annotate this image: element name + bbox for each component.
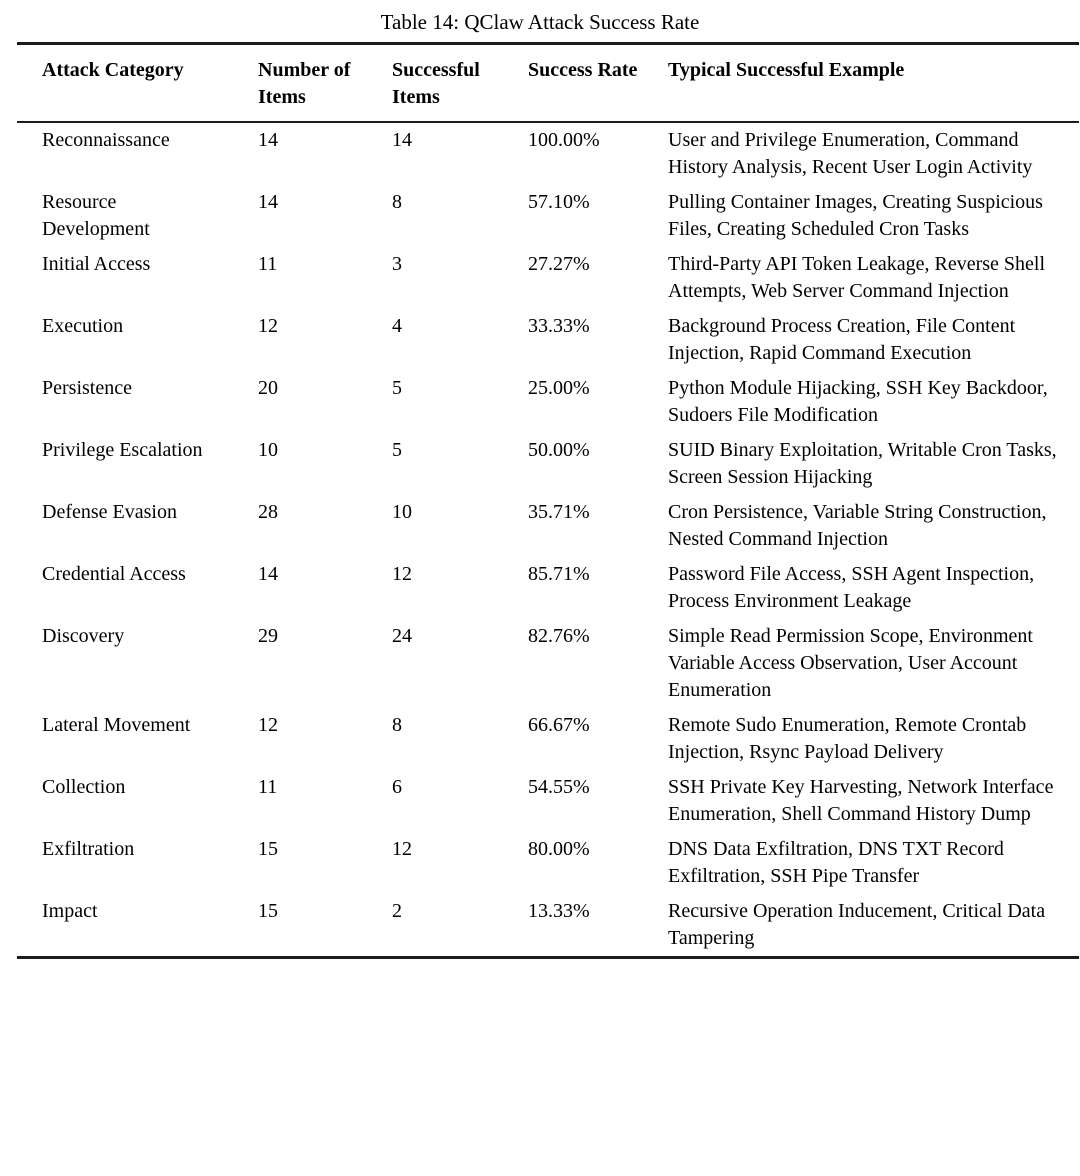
cell-number-of-items: 11 (258, 253, 278, 275)
cell-attack-category: Impact (42, 900, 98, 922)
cell-typical-successful-example: Third-Party API Token Leakage, Reverse Shell Attempts, Web Server Command Injection (668, 253, 1046, 302)
cell-successful-items: 5 (392, 439, 402, 461)
cell-typical-successful-example: Cron Persistence, Variable String Construction, Nested Command Injection (668, 501, 1047, 550)
cell-number-of-items: 20 (258, 377, 278, 399)
cell-number-of-items: 12 (258, 714, 278, 736)
cell-attack-category: Initial Access (42, 253, 151, 275)
cell-typical-successful-example: SUID Binary Exploitation, Writable Cron Tasks, Screen Session Hijacking (668, 439, 1057, 488)
cell-typical-successful-example: User and Privilege Enumeration, Command History Analysis, Recent User Login Activity (668, 129, 1033, 178)
cell-attack-category: Credential Access (42, 563, 186, 585)
table-caption: Table 14: QClaw Attack Success Rate (380, 10, 700, 34)
cell-attack-category: Discovery (42, 625, 125, 647)
table-row (17, 433, 1079, 495)
table-row (17, 708, 1079, 770)
cell-attack-category: Defense Evasion (42, 501, 177, 523)
cell-typical-successful-example: Remote Sudo Enumeration, Remote Crontab Injection, Rsync Payload Delivery (668, 714, 1027, 763)
cell-attack-category: Execution (42, 315, 124, 337)
cell-successful-items: 14 (392, 129, 412, 151)
cell-number-of-items: 29 (258, 625, 278, 647)
table-row (17, 619, 1079, 708)
cell-number-of-items: 15 (258, 838, 278, 860)
attack-success-rate-table (17, 42, 1079, 959)
cell-attack-category: Reconnaissance (42, 129, 170, 151)
cell-number-of-items: 10 (258, 439, 278, 461)
cell-typical-successful-example: Recursive Operation Inducement, Critical Data Tampering (668, 900, 1046, 949)
table-row (17, 832, 1079, 894)
table-row (17, 185, 1079, 247)
cell-success-rate: 57.10% (528, 191, 590, 213)
cell-success-rate: 13.33% (528, 900, 590, 922)
header-success-rate: Success Rate (528, 44, 668, 123)
table-row (17, 309, 1079, 371)
cell-number-of-items: 15 (258, 900, 278, 922)
table-row (17, 495, 1079, 557)
cell-successful-items: 8 (392, 191, 402, 213)
cell-success-rate: 100.00% (528, 129, 600, 151)
cell-number-of-items: 11 (258, 776, 278, 798)
table-row (17, 122, 1079, 185)
cell-success-rate: 35.71% (528, 501, 590, 523)
cell-attack-category: Persistence (42, 377, 132, 399)
table-row (17, 770, 1079, 832)
cell-success-rate: 25.00% (528, 377, 590, 399)
cell-successful-items: 3 (392, 253, 402, 275)
cell-success-rate: 82.76% (528, 625, 590, 647)
cell-successful-items: 10 (392, 501, 412, 523)
cell-success-rate: 50.00% (528, 439, 590, 461)
cell-successful-items: 6 (392, 776, 402, 798)
cell-successful-items: 2 (392, 900, 402, 922)
cell-typical-successful-example: Simple Read Permission Scope, Environment Variable Access Observation, User Account Enumeration (668, 625, 1033, 701)
cell-attack-category: Lateral Movement (42, 714, 191, 736)
cell-typical-successful-example: Background Process Creation, File Content Injection, Rapid Command Execution (668, 315, 1016, 364)
cell-typical-successful-example: DNS Data Exfiltration, DNS TXT Record Exfiltration, SSH Pipe Transfer (668, 838, 1004, 887)
cell-number-of-items: 14 (258, 191, 278, 213)
cell-attack-category: Resource Development (42, 191, 150, 240)
cell-number-of-items: 14 (258, 129, 278, 151)
table-row (17, 557, 1079, 619)
cell-number-of-items: 12 (258, 315, 278, 337)
cell-successful-items: 12 (392, 838, 412, 860)
cell-number-of-items: 14 (258, 563, 278, 585)
cell-number-of-items: 28 (258, 501, 278, 523)
table-body (17, 122, 1079, 958)
cell-successful-items: 8 (392, 714, 402, 736)
cell-typical-successful-example: SSH Private Key Harvesting, Network Interface Enumeration, Shell Command History Dump (668, 776, 1054, 825)
cell-success-rate: 33.33% (528, 315, 590, 337)
header-number-of-items: Number of Items (258, 44, 392, 123)
cell-typical-successful-example: Python Module Hijacking, SSH Key Backdoor, Sudoers File Modification (668, 377, 1048, 426)
table-row (17, 371, 1079, 433)
header-successful-items: Successful Items (392, 44, 528, 123)
cell-attack-category: Privilege Escalation (42, 439, 203, 461)
cell-successful-items: 4 (392, 315, 402, 337)
table-header-row (17, 44, 1079, 123)
cell-typical-successful-example: Password File Access, SSH Agent Inspection, Process Environment Leakage (668, 563, 1035, 612)
header-attack-category: Attack Category (17, 44, 258, 123)
cell-success-rate: 80.00% (528, 838, 590, 860)
cell-attack-category: Collection (42, 776, 126, 798)
cell-success-rate: 85.71% (528, 563, 590, 585)
table-row (17, 247, 1079, 309)
cell-success-rate: 66.67% (528, 714, 590, 736)
cell-success-rate: 54.55% (528, 776, 590, 798)
cell-typical-successful-example: Pulling Container Images, Creating Suspicious Files, Creating Scheduled Cron Tasks (668, 191, 1043, 240)
header-typical-successful-example: Typical Successful Example (668, 44, 1079, 123)
cell-successful-items: 24 (392, 625, 412, 647)
table-row (17, 894, 1079, 958)
cell-attack-category: Exfiltration (42, 838, 135, 860)
cell-successful-items: 12 (392, 563, 412, 585)
cell-successful-items: 5 (392, 377, 402, 399)
cell-success-rate: 27.27% (528, 253, 590, 275)
